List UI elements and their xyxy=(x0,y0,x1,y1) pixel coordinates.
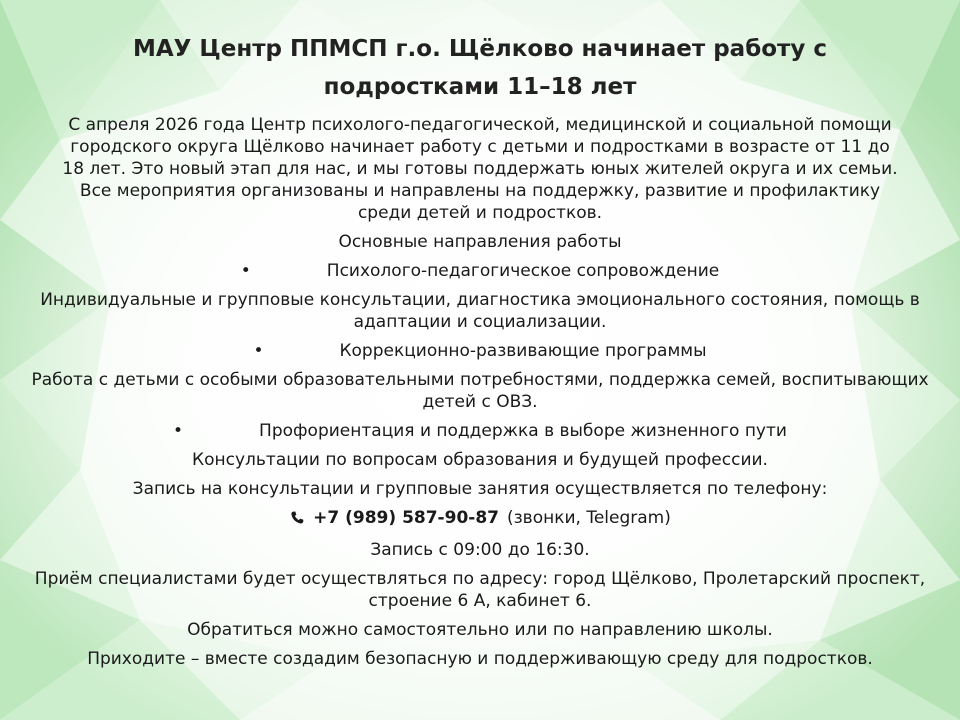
phone-line xyxy=(24,507,936,532)
direction-description: Консультации по вопросам образования и будущей профессии. xyxy=(192,450,768,470)
bullet-icon: • xyxy=(253,341,264,361)
direction-title: Психолого-педагогическое сопровождение xyxy=(326,261,720,281)
title-line-2: подростками 11–18 лет xyxy=(323,74,637,100)
bullet-icon: • xyxy=(173,421,184,441)
working-hours: Запись с 09:00 до 16:30. xyxy=(370,540,590,560)
page-title xyxy=(40,30,920,106)
intro-paragraph: С апреля 2026 года Центр психолого-педагогической, медицинской и социальной помощи городского округа Щёлково начинает работу с детьми и подростками в возрасте от 11 до 18 лет. Это новый этап для нас, и мы готовы поддержать юных жителей округа и их семьи. Все мероприятия организованы и направлены на поддержку, развитие и профилактику среди детей и подростков. xyxy=(62,115,898,223)
bullet-icon: • xyxy=(240,261,251,281)
direction-title: Коррекционно-развивающие программы xyxy=(339,341,707,361)
direction-item xyxy=(24,260,936,282)
direction-item xyxy=(24,420,936,442)
address-text: Приём специалистами будет осуществляться по адресу: город Щёлково, Пролетарский проспект, строение 6 А, кабинет 6. xyxy=(34,569,926,611)
directions-heading: Основные направления работы xyxy=(338,232,622,252)
phone-icon xyxy=(289,510,305,526)
phone-number[interactable]: +7 (989) 587-90-87 xyxy=(313,508,499,528)
direction-item xyxy=(24,340,936,362)
direction-title: Профориентация и поддержка в выборе жизненного пути xyxy=(259,421,787,441)
referral-text: Обратиться можно самостоятельно или по направлению школы. xyxy=(187,620,773,640)
closing-text: Приходите – вместе создадим безопасную и поддерживающую среду для подростков. xyxy=(87,649,873,669)
title-line-1: МАУ Центр ППМСП г.о. Щёлково начинает работу с xyxy=(132,36,828,62)
phone-contact xyxy=(289,507,671,529)
phone-note: (звонки, Telegram) xyxy=(507,508,671,528)
direction-description: Работа с детьми с особыми образовательными потребностями, поддержка семей, воспитывающих детей с ОВЗ. xyxy=(31,370,929,412)
signup-text: Запись на консультации и групповые занятия осуществляется по телефону: xyxy=(132,479,828,499)
direction-description: Индивидуальные и групповые консультации, диагностика эмоционального состояния, помощь в адаптации и социализации. xyxy=(40,290,920,332)
announcement-body xyxy=(24,114,936,677)
